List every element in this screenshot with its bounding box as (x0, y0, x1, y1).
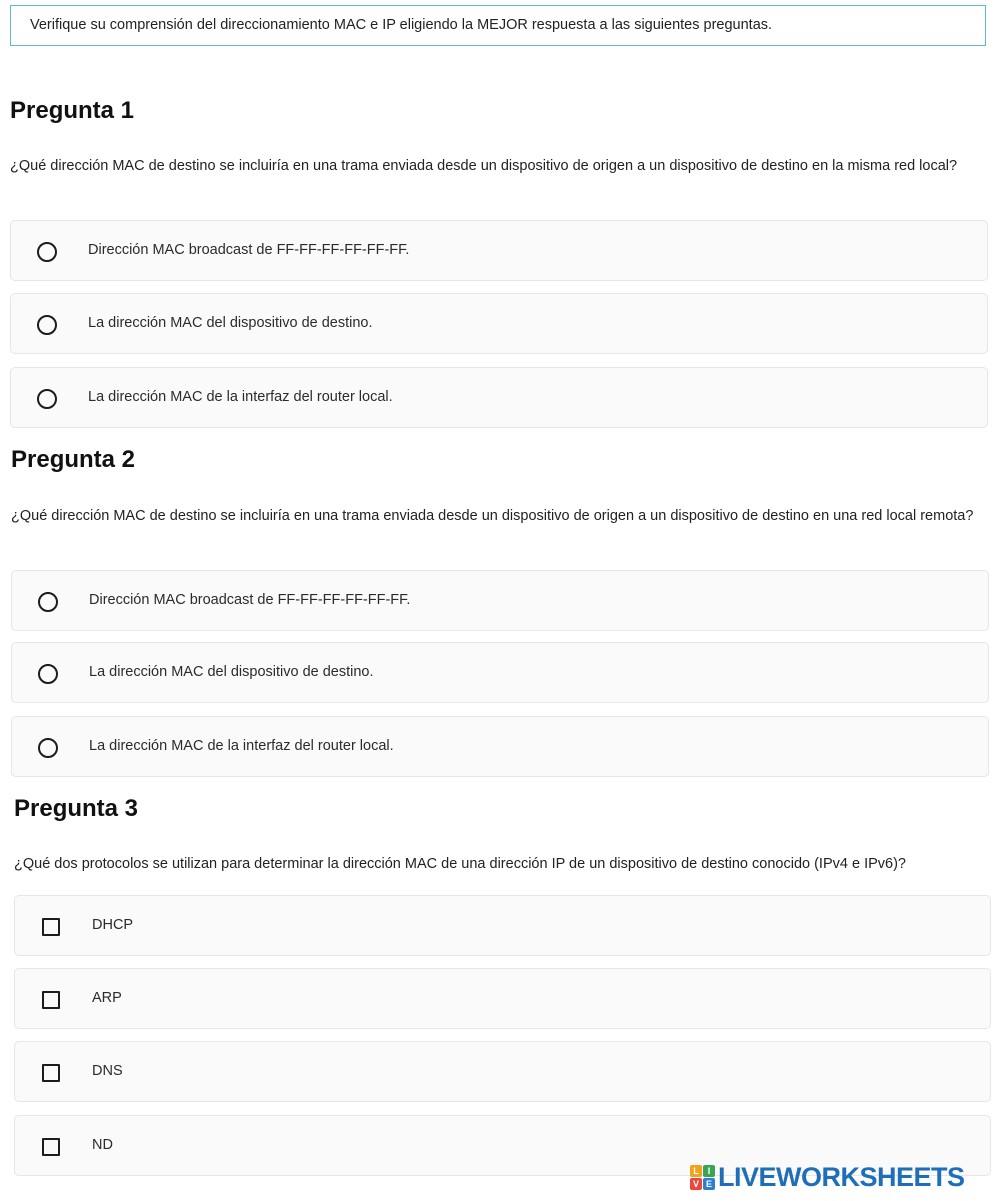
question-2-title (11, 445, 991, 475)
radio-button-icon[interactable] (38, 592, 58, 612)
instructions-box: Verifique su comprensión del direccionamiento MAC e IP eligiendo la MEJOR respuesta a las siguientes preguntas. (10, 5, 986, 46)
question-2-option-2[interactable] (11, 642, 989, 703)
radio-button-icon[interactable] (37, 389, 57, 409)
checkbox-icon[interactable] (42, 918, 60, 936)
question-2-text: ¿Qué dirección MAC de destino se incluiría en una trama enviada desde un dispositivo de origen a un dispositivo de destino en una red local remota? (11, 508, 974, 524)
checkbox-icon[interactable] (42, 1064, 60, 1082)
question-3-heading: Pregunta 3 (14, 795, 139, 822)
question-1-option-3[interactable] (10, 367, 988, 428)
logo-letter-e: E (703, 1178, 715, 1190)
checkbox-icon[interactable] (42, 1138, 60, 1156)
question-3-title (14, 794, 994, 824)
radio-button-icon[interactable] (38, 664, 58, 684)
question-2-option-1[interactable] (11, 570, 989, 631)
question-1-option-1[interactable] (10, 220, 988, 281)
option-label: La dirección MAC de la interfaz del router local. (88, 389, 393, 405)
question-1-title (10, 96, 990, 126)
checkbox-icon[interactable] (42, 991, 60, 1009)
option-label: ND (92, 1137, 113, 1153)
liveworksheets-logo[interactable] (690, 1160, 965, 1194)
option-label: La dirección MAC del dispositivo de destino. (88, 315, 373, 331)
option-label: DNS (92, 1063, 123, 1079)
question-2-heading: Pregunta 2 (11, 446, 136, 473)
logo-letter-v: V (690, 1178, 702, 1190)
logo-text: LIVEWORKSHEETS (718, 1161, 965, 1192)
question-1-option-2[interactable] (10, 293, 988, 354)
logo-letter-i: I (703, 1165, 715, 1177)
live-grid-icon (690, 1165, 715, 1190)
radio-button-icon[interactable] (37, 315, 57, 335)
question-3-text: ¿Qué dos protocolos se utilizan para determinar la dirección MAC de una dirección IP de un dispositivo de destino conocido (IPv4 e IPv6)? (14, 856, 906, 872)
question-1-text: ¿Qué dirección MAC de destino se incluiría en una trama enviada desde un dispositivo de origen a un dispositivo de destino en la misma red local? (10, 158, 958, 174)
question-3-option-2[interactable] (14, 968, 991, 1029)
option-label: Dirección MAC broadcast de FF-FF-FF-FF-FF-FF. (89, 592, 411, 608)
radio-button-icon[interactable] (38, 738, 58, 758)
option-label: Dirección MAC broadcast de FF-FF-FF-FF-FF-FF. (88, 242, 410, 258)
option-label: ARP (92, 990, 122, 1006)
question-1-heading: Pregunta 1 (10, 97, 135, 124)
option-label: La dirección MAC de la interfaz del router local. (89, 738, 394, 754)
option-label: DHCP (92, 917, 134, 933)
question-3-option-3[interactable] (14, 1041, 991, 1102)
question-3-option-1[interactable] (14, 895, 991, 956)
question-2-option-3[interactable] (11, 716, 989, 777)
radio-button-icon[interactable] (37, 242, 57, 262)
option-label: La dirección MAC del dispositivo de destino. (89, 664, 374, 680)
logo-letter-l: L (690, 1165, 702, 1177)
